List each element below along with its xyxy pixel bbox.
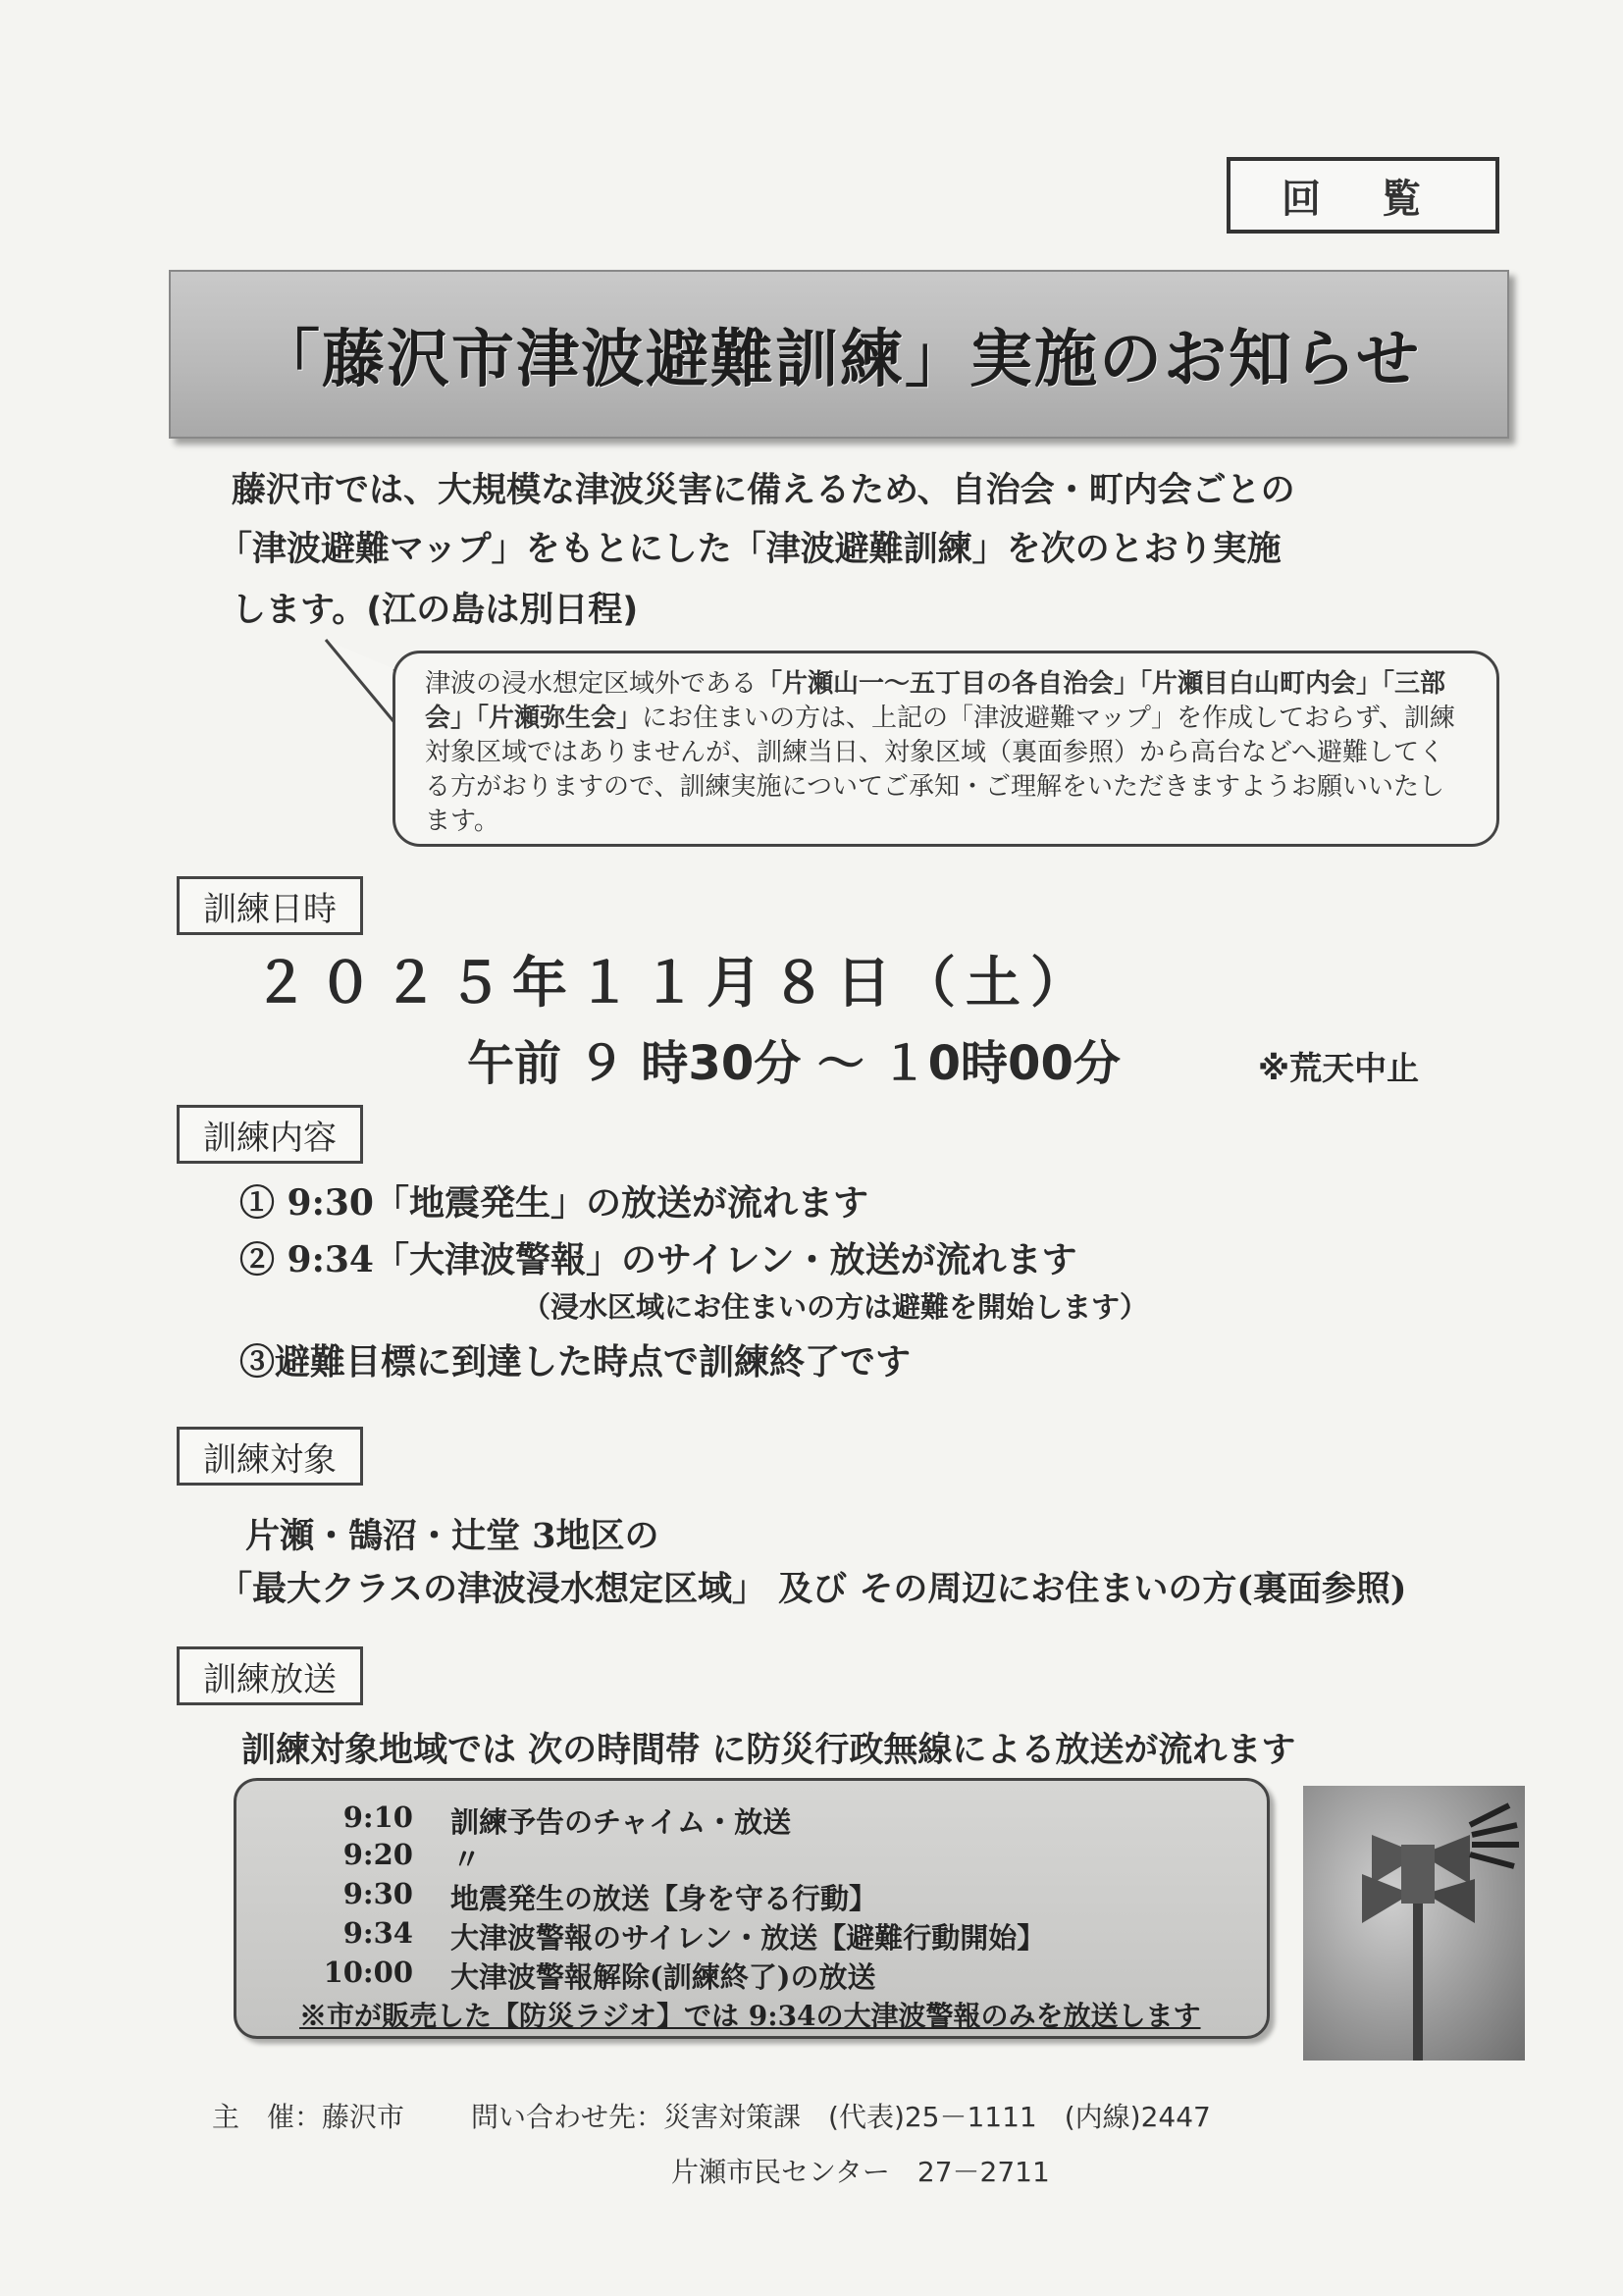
radio-note: ※市が販売した【防災ラジオ】では 9:34の大津波警報のみを放送します: [299, 2000, 1201, 2032]
broadcast-lead: 訓練対象地域では 次の時間帯 に防災行政無線による放送が流れます: [241, 1730, 1296, 1770]
schedule-desc: 〃: [452, 1843, 482, 1876]
target-line-2: 「最大クラスの津波浸水想定区域」 及び その周辺にお住まいの方(裏面参照): [218, 1569, 1407, 1609]
section-label-broadcast: 訓練放送: [177, 1646, 363, 1705]
training-time: 午前 ９ 時30分 ～ １0時00分: [467, 1036, 1121, 1091]
contact-info: 災害対策課 (代表)25－1111 (内線)2447: [663, 2101, 1211, 2133]
contact-label: 問い合わせ先：: [471, 2101, 664, 2133]
rain-cancel-note: ※荒天中止: [1258, 1049, 1420, 1087]
organizer-name: 藤沢市: [322, 2101, 405, 2133]
broadcast-schedule-box: [234, 1778, 1270, 2039]
intro-line-1: 藤沢市では、大規模な津波災害に備えるため、自治会・町内会ごとの: [232, 471, 1295, 510]
schedule-desc: 地震発生の放送【身を守る行動】: [450, 1882, 878, 1915]
footer-center: 片瀬市民センター 27－2711: [671, 2156, 1050, 2188]
section-label-target: 訓練対象: [177, 1427, 363, 1486]
footer-contact: [471, 2096, 1211, 2135]
intro-line-2: 「津波避難マップ」をもとにした「津波避難訓練」を次のとおり実施: [218, 530, 1282, 569]
title-banner: [169, 270, 1509, 439]
notice-bubble: [393, 651, 1499, 847]
content-item-2-note: （浸水区域にお住まいの方は避難を開始します）: [522, 1290, 1149, 1324]
content-item-3: ③避難目標に到達した時点で訓練終了です: [239, 1341, 912, 1383]
bubble-text-2: にお住まいの方は、上記の「津波避難マップ」を作成しておらず、訓練対象区域ではありませんが、訓練当日、対象区域（裏面参照）から高台などへ避難してくる方がおりますので、訓練実施についてご承知・ご理解をいただきますようお願いいたします。: [425, 704, 1455, 836]
page-title: 「藤沢市津波避難訓練」実施のお知らせ: [256, 324, 1422, 396]
schedule-desc: 大津波警報解除(訓練終了)の放送: [450, 1960, 876, 1994]
schedule-desc: 訓練予告のチャイム・放送: [450, 1805, 792, 1839]
content-item-2: ② 9:34「大津波警報」のサイレン・放送が流れます: [239, 1239, 1077, 1280]
bubble-bold-areas: 「片瀬山一～五丁目の各自治会」「片瀬目白山町内会」「三部会」「片瀬弥生会」: [425, 669, 1446, 733]
content-item-1: ① 9:30「地震発生」の放送が流れます: [239, 1182, 868, 1224]
bubble-text-1: 津波の浸水想定区域外である: [425, 669, 758, 699]
schedule-time: 9:10: [342, 1800, 413, 1834]
siren-speaker-icon: [1303, 1786, 1525, 2061]
organizer-label: 主 催：: [212, 2101, 323, 2133]
circulation-stamp: 回 覧: [1227, 157, 1499, 234]
footer-organizer: [212, 2096, 404, 2135]
target-line-1: 片瀬・鵠沼・辻堂 3地区の: [245, 1516, 659, 1556]
section-label-datetime: 訓練日時: [177, 876, 363, 935]
section-label-content: 訓練内容: [177, 1105, 363, 1164]
schedule-time: 9:34: [342, 1916, 413, 1950]
schedule-desc: 大津波警報のサイレン・放送【避難行動開始】: [450, 1921, 1046, 1955]
schedule-time: 9:30: [342, 1877, 413, 1910]
loudspeaker-photo: [1303, 1786, 1525, 2061]
training-date: ２０２５年１１月８日（土）: [253, 952, 1095, 1016]
intro-line-3: します。(江の島は別日程): [232, 591, 639, 630]
schedule-time: 10:00: [323, 1956, 413, 1989]
schedule-time: 9:20: [342, 1838, 413, 1871]
